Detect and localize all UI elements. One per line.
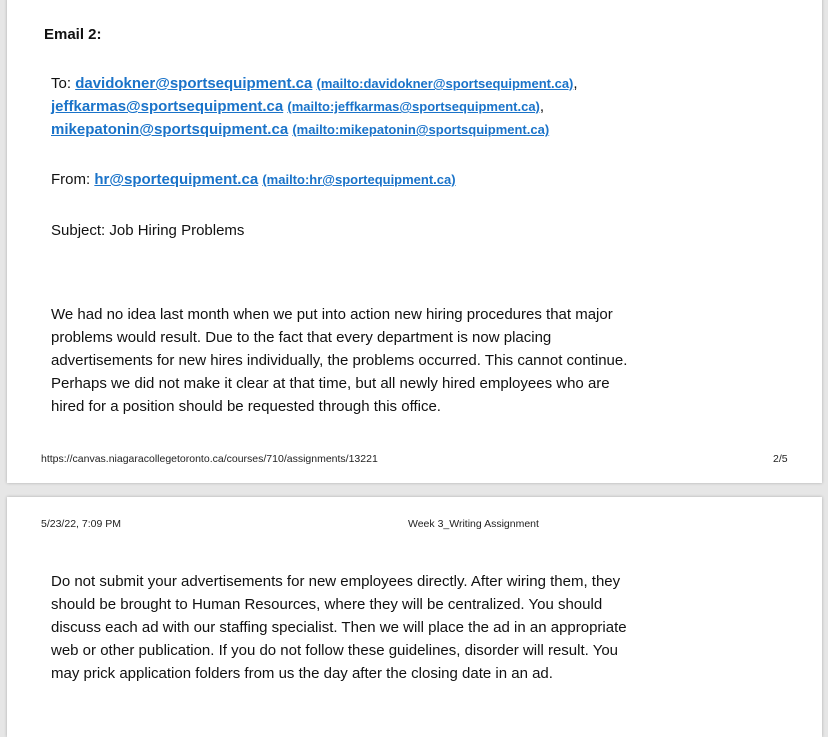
page-number: 2/5 — [773, 453, 788, 465]
body-line: problems would result. Due to the fact that every department is now placing — [51, 329, 552, 346]
body-line: hired for a position should be requested through this office. — [51, 398, 441, 415]
body-line: may prick application folders from us the day after the closing date in an ad. — [51, 665, 553, 682]
header-title: Week 3_Writing Assignment — [408, 518, 539, 530]
pdf-page-3 — [7, 497, 822, 737]
body-line: should be brought to Human Resources, where they will be centralized. You should — [51, 596, 603, 613]
from-label: From: — [51, 171, 91, 188]
subject-line: Subject: Job Hiring Problems — [51, 222, 245, 239]
to-line-2: jeffkarmas@sportsequipment.ca (mailto:jeffkarmas@sportsequipment.ca), — [51, 98, 545, 115]
recipient-mailto-link[interactable]: (mailto:mikepatonin@sportsquipment.ca) — [292, 122, 550, 137]
sender-mailto-link[interactable]: (mailto:hr@sportequipment.ca) — [262, 172, 456, 187]
email-body — [51, 303, 627, 418]
to-line-3 — [51, 121, 549, 139]
email-body-continued — [51, 570, 627, 685]
to-line-1: To: davidokner@sportsequipment.ca (mailto:davidokner@sportsequipment.ca), — [51, 75, 578, 92]
body-line: discuss each ad with our staffing specialist. Then we will place the ad in an appropriate — [51, 619, 627, 636]
body-line: web or other publication. If you do not follow these guidelines, disorder will result. You — [51, 642, 619, 659]
body-line: advertisements for new hires individually, the problems occurred. This cannot continue. — [51, 352, 628, 369]
header-date: 5/23/22, 7:09 PM — [41, 518, 121, 530]
to-label: To: — [51, 75, 72, 92]
recipient-email-link[interactable]: jeffkarmas@sportsequipment.ca — [51, 98, 284, 115]
recipient-mailto-link[interactable]: (mailto:davidokner@sportsequipment.ca) — [316, 76, 574, 91]
from-line — [51, 171, 456, 189]
pdf-page-2 — [7, 0, 822, 483]
body-line: Perhaps we did not make it clear at that time, but all newly hired employees who are — [51, 375, 610, 392]
recipient-mailto-link[interactable]: (mailto:jeffkarmas@sportsequipment.ca) — [287, 99, 540, 114]
footer-url: https://canvas.niagaracollegetoronto.ca/courses/710/assignments/13221 — [41, 453, 378, 465]
body-line: Do not submit your advertisements for new employees directly. After wiring them, they — [51, 573, 621, 590]
sender-email-link[interactable]: hr@sportequipment.ca — [94, 171, 259, 188]
email-heading: Email 2: — [44, 26, 102, 43]
body-line: We had no idea last month when we put into action new hiring procedures that major — [51, 306, 613, 323]
recipient-email-link[interactable]: davidokner@sportsequipment.ca — [75, 75, 313, 92]
recipient-email-link[interactable]: mikepatonin@sportsquipment.ca — [51, 121, 289, 138]
